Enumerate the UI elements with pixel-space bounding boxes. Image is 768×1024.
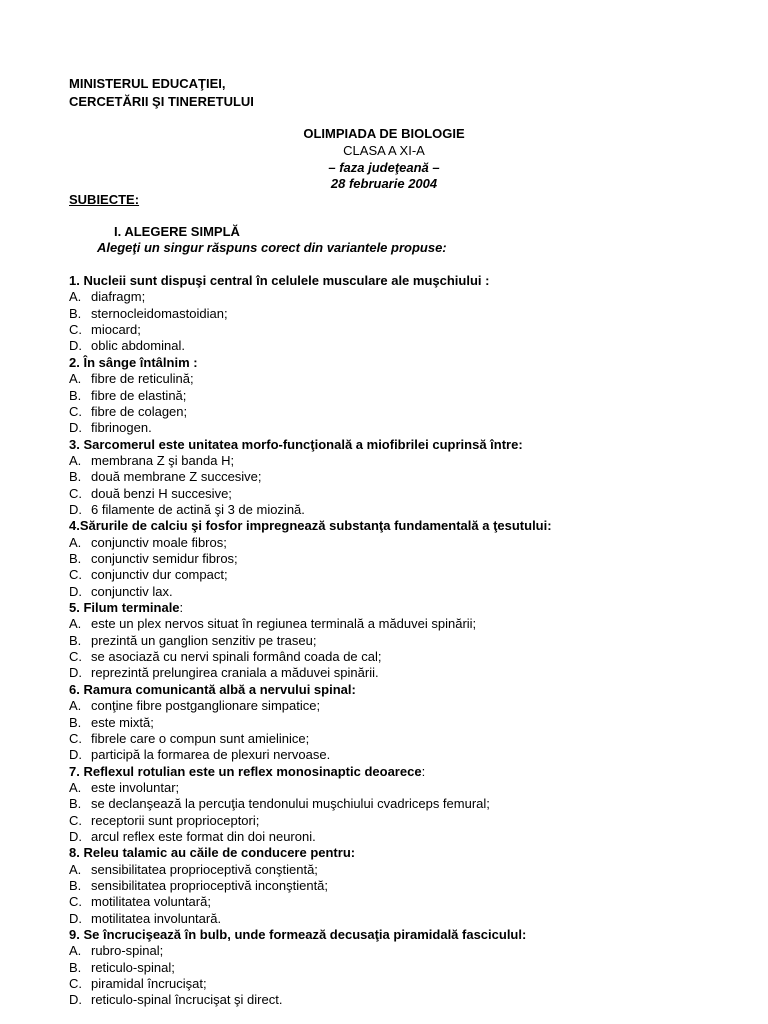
option-letter: C. xyxy=(69,894,82,910)
option-text: piramidal încrucişat; xyxy=(91,976,207,992)
option-text: sternocleidomastoidian; xyxy=(91,305,228,321)
option-letter: C. xyxy=(69,567,82,583)
answer-option xyxy=(69,486,232,502)
option-letter: D. xyxy=(69,828,82,844)
option-letter: D. xyxy=(69,583,82,599)
option-letter: B. xyxy=(69,632,82,648)
option-text: motilitatea voluntară; xyxy=(91,894,211,910)
answer-option xyxy=(69,404,187,420)
subjects-heading: SUBIECTE: xyxy=(69,192,140,207)
answer-option xyxy=(69,616,476,632)
question-1 xyxy=(69,273,489,289)
option-text: conţine fibre postganglionare simpatice; xyxy=(91,698,321,714)
section-title: I. ALEGERE SIMPLĂ xyxy=(114,224,240,239)
option-letter: B. xyxy=(69,714,82,730)
question-9 xyxy=(69,927,526,943)
option-text: diafragm; xyxy=(91,289,146,305)
question-6 xyxy=(69,682,356,698)
answer-option xyxy=(69,649,382,665)
question-2 xyxy=(69,355,198,371)
option-letter: C. xyxy=(69,322,82,338)
answer-option xyxy=(69,911,221,927)
option-text: reticulo-spinal încrucişat şi direct. xyxy=(91,992,283,1008)
answer-option xyxy=(69,731,309,747)
ministry-line-1: MINISTERUL EDUCAŢIEI, xyxy=(69,76,226,91)
option-text: motilitatea involuntară. xyxy=(91,910,222,926)
answer-option xyxy=(69,306,228,322)
question-suffix: : xyxy=(421,763,426,779)
question-text: 9. Se încrucişează în bulb, unde formează decusaţia piramidală fasciculul: xyxy=(69,927,527,942)
option-letter: D. xyxy=(69,420,82,436)
option-letter: A. xyxy=(69,943,82,959)
option-text: membrana Z şi banda H; xyxy=(91,452,235,468)
option-letter: A. xyxy=(69,861,82,877)
option-letter: A. xyxy=(69,371,82,387)
option-text: conjunctiv dur compact; xyxy=(91,567,228,583)
option-letter: D. xyxy=(69,910,82,926)
answer-option xyxy=(69,322,141,338)
option-text: conjunctiv moale fibros; xyxy=(91,534,227,550)
option-text: participă la formarea de plexuri nervoase. xyxy=(91,747,331,763)
answer-option xyxy=(69,894,211,910)
option-letter: B. xyxy=(69,796,82,812)
option-text: fibre de colagen; xyxy=(91,403,188,419)
option-text: reprezintă prelungirea craniala a măduvei spinării. xyxy=(91,665,379,681)
answer-option xyxy=(69,878,328,894)
answer-option xyxy=(69,796,490,812)
option-text: fibre de reticulină; xyxy=(91,371,194,387)
option-text: este mixtă; xyxy=(91,714,154,730)
option-text: sensibilitatea proprioceptivă conştientă; xyxy=(91,861,318,877)
option-letter: B. xyxy=(69,469,82,485)
ministry-line-2: CERCETĂRII ŞI TINERETULUI xyxy=(69,94,254,109)
answer-option xyxy=(69,420,152,436)
answer-option xyxy=(69,780,179,796)
question-text: 4.Sărurile de calciu şi fosfor impregnează substanţa fundamentală a ţesutului: xyxy=(69,518,552,534)
answer-option xyxy=(69,567,228,583)
phase-label: – faza judeţeană – xyxy=(328,160,440,175)
option-text: conjunctiv semidur fibros; xyxy=(91,551,238,566)
date-label: 28 februarie 2004 xyxy=(330,176,438,191)
answer-option xyxy=(69,992,282,1008)
question-4 xyxy=(69,518,552,534)
answer-option xyxy=(69,665,379,681)
option-text: arcul reflex este format din doi neuroni. xyxy=(91,828,316,844)
answer-option xyxy=(69,943,163,959)
answer-option xyxy=(69,715,154,731)
answer-option xyxy=(69,338,185,354)
section-instruction: Alegeţi un singur răspuns corect din variantele propuse: xyxy=(97,240,447,255)
answer-option xyxy=(69,453,234,469)
question-text: 1. Nucleii sunt dispuşi central în celulele musculare ale muşchiului : xyxy=(69,273,490,288)
option-letter: B. xyxy=(69,387,82,403)
option-letter: A. xyxy=(69,616,82,632)
option-letter: C. xyxy=(69,730,82,746)
option-text: fibrinogen. xyxy=(91,420,152,436)
question-8 xyxy=(69,845,355,861)
option-letter: D. xyxy=(69,665,82,681)
option-letter: B. xyxy=(69,959,82,975)
class-label: CLASA A XI-A xyxy=(343,143,425,158)
option-text: două membrane Z succesive; xyxy=(91,469,262,485)
answer-option xyxy=(69,976,207,992)
answer-option xyxy=(69,584,173,600)
answer-option xyxy=(69,862,318,878)
option-letter: B. xyxy=(69,551,82,566)
option-text: fibre de elastină; xyxy=(91,387,187,403)
answer-option xyxy=(69,371,194,387)
answer-option xyxy=(69,388,186,404)
option-text: miocard; xyxy=(91,322,141,338)
option-text: se declanşează la percuţia tendonului muşchiului cvadriceps femural; xyxy=(91,796,490,812)
option-letter: B. xyxy=(69,878,82,893)
option-letter: C. xyxy=(69,485,82,501)
option-letter: C. xyxy=(69,812,82,828)
answer-option xyxy=(69,633,316,649)
option-letter: A. xyxy=(69,289,82,305)
question-text: 8. Releu talamic au căile de conducere pentru: xyxy=(69,845,356,861)
answer-option xyxy=(69,502,305,518)
option-letter: C. xyxy=(69,976,82,992)
answer-option xyxy=(69,829,316,845)
option-text: este involuntar; xyxy=(91,779,180,795)
option-letter: D. xyxy=(69,338,82,354)
option-letter: A. xyxy=(69,534,82,550)
option-text: receptorii sunt proprioceptori; xyxy=(91,812,260,828)
option-text: reticulo-spinal; xyxy=(91,959,175,975)
question-5 xyxy=(69,600,183,616)
option-letter: A. xyxy=(69,779,82,795)
answer-option xyxy=(69,960,175,976)
answer-option xyxy=(69,469,262,485)
option-text: este un plex nervos situat în regiunea terminală a măduvei spinării; xyxy=(91,616,477,632)
question-3 xyxy=(69,437,523,453)
question-suffix: : xyxy=(179,600,184,615)
question-text: 6. Ramura comunicantă albă a nervului spinal: xyxy=(69,681,356,697)
answer-option xyxy=(69,289,145,305)
question-7 xyxy=(69,764,425,780)
answer-option xyxy=(69,698,320,714)
option-letter: C. xyxy=(69,649,82,664)
question-text: 2. În sânge întâlnim : xyxy=(69,354,198,370)
option-text: conjunctiv lax. xyxy=(91,583,173,599)
question-text: 5. Filum terminale xyxy=(69,600,180,615)
option-text: oblic abdominal. xyxy=(91,338,185,354)
option-letter: A. xyxy=(69,452,82,468)
option-letter: C. xyxy=(69,403,82,419)
question-text: 3. Sarcomerul este unitatea morfo-funcţională a miofibrilei cuprinsă între: xyxy=(69,436,523,452)
option-letter: B. xyxy=(69,305,82,321)
answer-option xyxy=(69,551,238,567)
option-text: rubro-spinal; xyxy=(91,943,164,959)
option-letter: D. xyxy=(69,747,82,763)
option-text: sensibilitatea proprioceptivă inconştientă; xyxy=(91,878,329,893)
option-text: două benzi H succesive; xyxy=(91,485,232,501)
answer-option xyxy=(69,535,227,551)
document-title: OLIMPIADA DE BIOLOGIE xyxy=(303,126,465,141)
option-letter: A. xyxy=(69,698,82,714)
option-text: fibrele care o compun sunt amielinice; xyxy=(91,730,310,746)
option-text: prezintă un ganglion senzitiv pe traseu; xyxy=(91,632,317,648)
answer-option xyxy=(69,813,259,829)
option-letter: D. xyxy=(69,501,82,517)
answer-option xyxy=(69,747,330,763)
option-text: se asociază cu nervi spinali formând coada de cal; xyxy=(91,649,382,664)
option-letter: D. xyxy=(69,992,82,1008)
option-text: 6 filamente de actină şi 3 de miozină. xyxy=(91,501,305,517)
question-text: 7. Reflexul rotulian este un reflex monosinaptic deoarece xyxy=(69,763,422,779)
